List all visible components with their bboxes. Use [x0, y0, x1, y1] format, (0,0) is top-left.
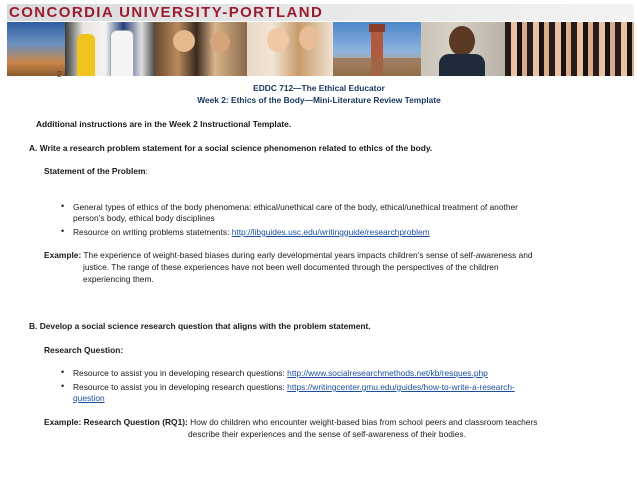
campus-tree-photo [7, 22, 65, 76]
problem-resource-item [73, 227, 430, 238]
problem-statement-label: Statement of the Problem: [44, 166, 148, 176]
research-methods-link[interactable]: http://www.socialresearchmethods.net/kb/resques.php [287, 368, 488, 378]
students-studying-photo [155, 22, 247, 76]
writing-center-link[interactable]: https://writingcenter.gmu.edu/guides/how-to-write-a-research- [287, 382, 515, 392]
bullet-icon: • [61, 201, 65, 211]
bullet-icon: • [61, 381, 65, 391]
example-a-label: Example: [44, 250, 82, 260]
banner-title-bar [7, 4, 634, 21]
research-resource-item-1: Resource to assist you in developing research questions: http://www.socialresearchmethods.net/kb/resques.php [73, 368, 488, 378]
university-banner [7, 4, 634, 76]
course-title: EDDC 712—The Ethical Educator [253, 83, 385, 93]
bullet-icon: • [61, 367, 65, 377]
example-a-line1: Example: The experience of weight-based biases during early developmental years impacts children’s sense of self-awareness and [44, 250, 533, 260]
basketball-players-photo [65, 22, 155, 76]
ethics-types-text-line2: person’s body, ethical body disciplines [73, 213, 215, 223]
additional-instructions: Additional instructions are in the Week 2 Instructional Template. [36, 119, 292, 129]
week-title: Week 2: Ethics of the Body—Mini-Literature Review Template [197, 95, 441, 105]
problem-resource-text: Resource on writing problems statements: [73, 227, 232, 237]
example-b-line2: describe their experiences and the sense of self-awareness of their bodies. [188, 429, 466, 439]
example-a-line2: justice. The range of these experiences have not been well documented through the perspectives of the children [83, 262, 499, 272]
banner-photo-strip [7, 22, 634, 76]
research-resource-item-2: Resource to assist you in developing research questions: https://writingcenter.gmu.edu/guides/how-to-write-a-research- [73, 382, 515, 392]
example-a-line3: experiencing them. [83, 274, 154, 284]
bullet-icon: • [61, 226, 65, 236]
section-b-heading: B. Develop a social science research question that aligns with the problem statement. [29, 321, 371, 331]
problem-resource-link[interactable]: http://libguides.usc.edu/writingguide/researchproblem [231, 227, 430, 237]
writing-center-link-cont: question [73, 393, 105, 403]
section-a-heading: A. Write a research problem statement for a social science phenomenon related to ethics of the body. [29, 143, 433, 153]
choir-photo [505, 22, 634, 76]
university-name: CONCORDIA UNIVERSITY-PORTLAND [9, 4, 324, 21]
clock-tower-photo [333, 22, 421, 76]
page-number: 2 [57, 70, 62, 79]
research-question-label: Research Question: [44, 345, 124, 355]
student-portrait-photo [421, 22, 505, 76]
smiling-students-photo [247, 22, 333, 76]
example-b-label: Example: Research Question (RQ1): [44, 417, 188, 427]
ethics-types-text-line1: General types of ethics of the body phenomena: ethical/unethical care of the body, ethical/unethical treatment of another [73, 202, 518, 212]
example-b-line1: Example: Research Question (RQ1): How do children who encounter weight-based bias from school peers and classroom teachers [44, 417, 538, 427]
